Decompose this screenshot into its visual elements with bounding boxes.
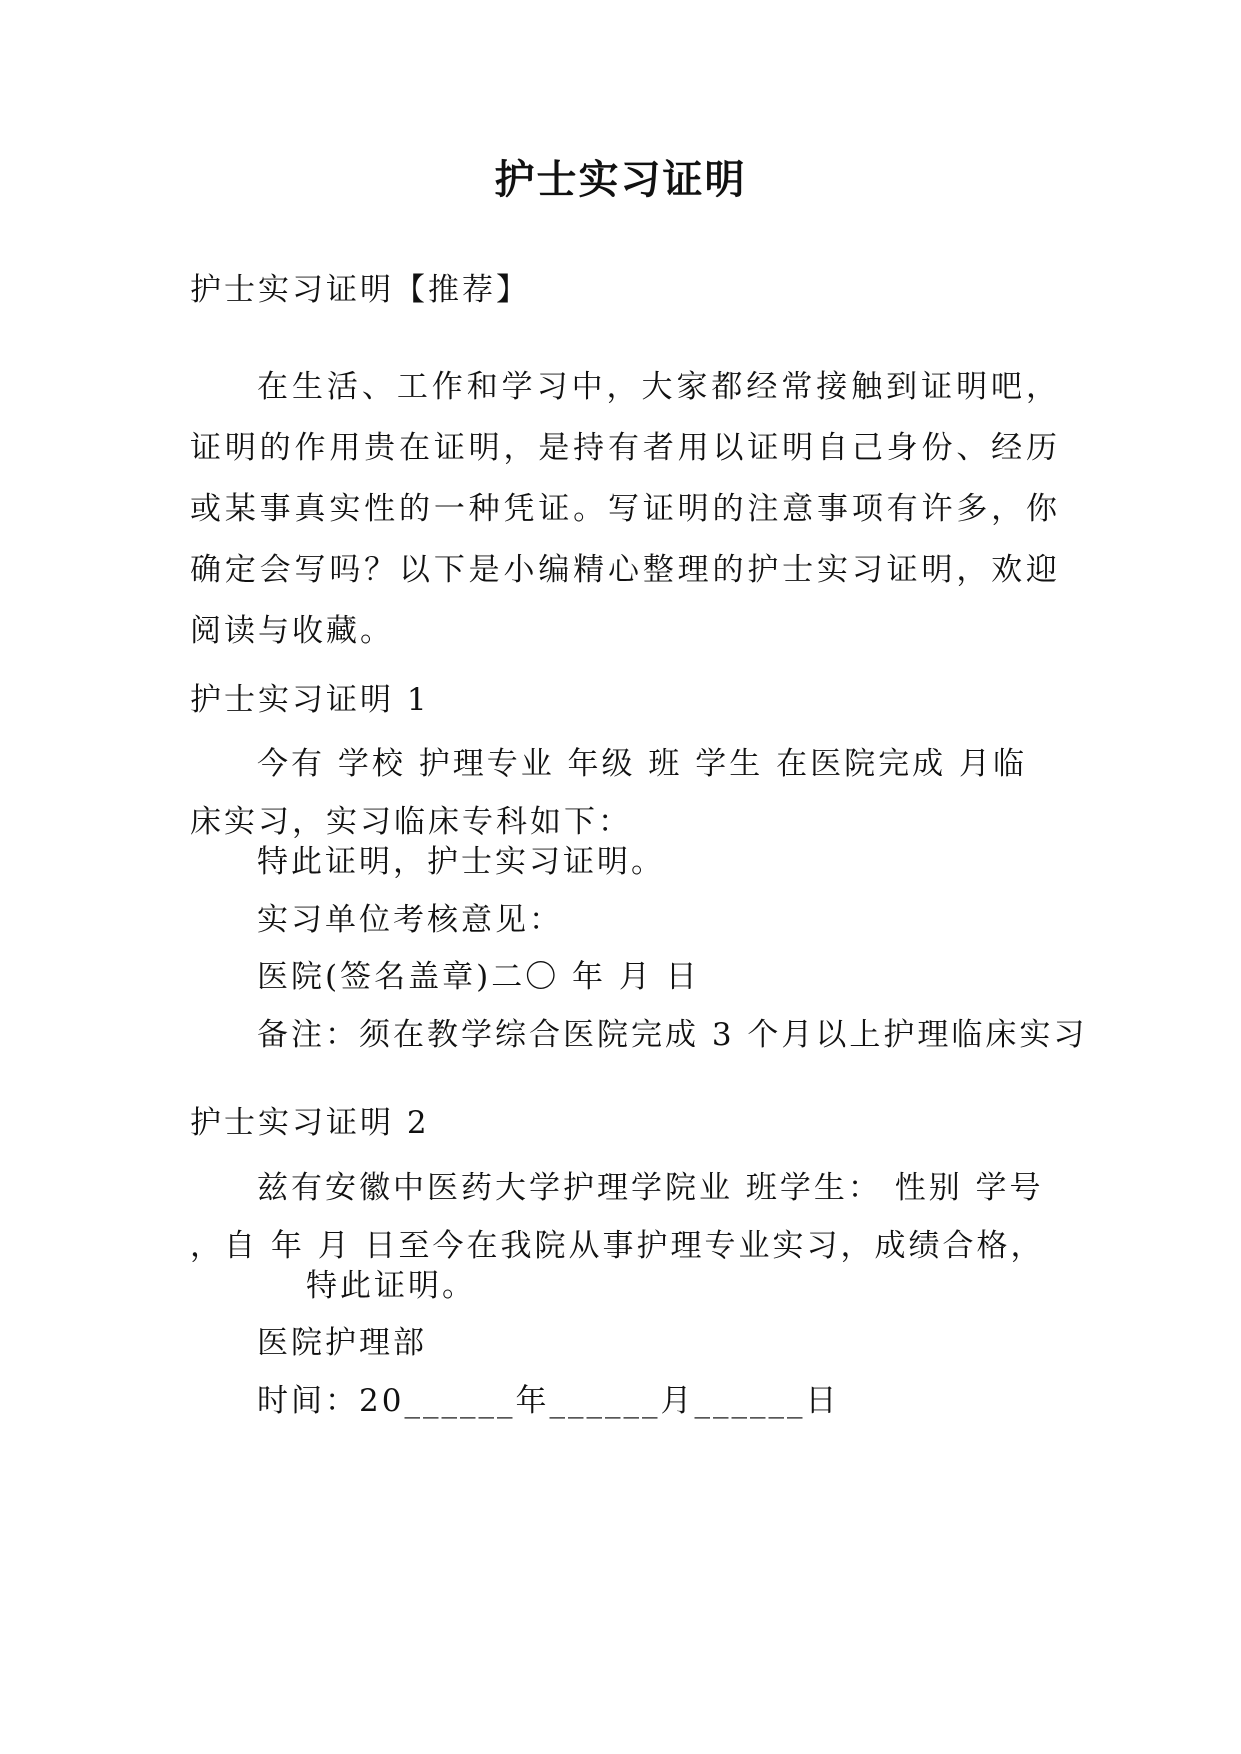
section1-signature-line: 医院(签名盖章)二〇 年 月 日 <box>257 959 700 995</box>
section1-line1: 特此证明，护士实习证明。 <box>257 844 665 880</box>
section1-heading: 护士实习证明 1 <box>190 682 430 718</box>
section2-heading: 护士实习证明 2 <box>190 1105 430 1141</box>
section1-note: 备注：须在教学综合医院完成 3 个月以上护理临床实习 <box>257 1017 1088 1053</box>
section1-line2: 实习单位考核意见： <box>257 902 563 938</box>
intro-paragraph: 在生活、工作和学习中，大家都经常接触到证明吧，证明的作用贵在证明，是持有者用以证明自己身份、经历或某事真实性的一种凭证。写证明的注意事项有许多，你确定会写吗？以下是小编精心整理的护士实习证明，欢迎阅读与收藏。 <box>190 369 1060 649</box>
section2-line1: 特此证明。 <box>306 1268 476 1304</box>
section1-body: 今有 学校 护理专业 年级 班 学生 在医院完成 月临床实习，实习临床专科如下： <box>190 746 1027 840</box>
section2-date-line: 时间：20______年______月______日 <box>257 1383 840 1419</box>
section2-body: 兹有安徽中医药大学护理学院业 班学生： 性别 学号 ，自 年 月 日至今在我院从事护理专业实习，成绩合格， <box>190 1170 1045 1264</box>
document-subtitle: 护士实习证明【推荐】 <box>190 272 530 308</box>
document-title: 护士实习证明 <box>494 156 747 203</box>
section2-department: 医院护理部 <box>257 1325 427 1361</box>
